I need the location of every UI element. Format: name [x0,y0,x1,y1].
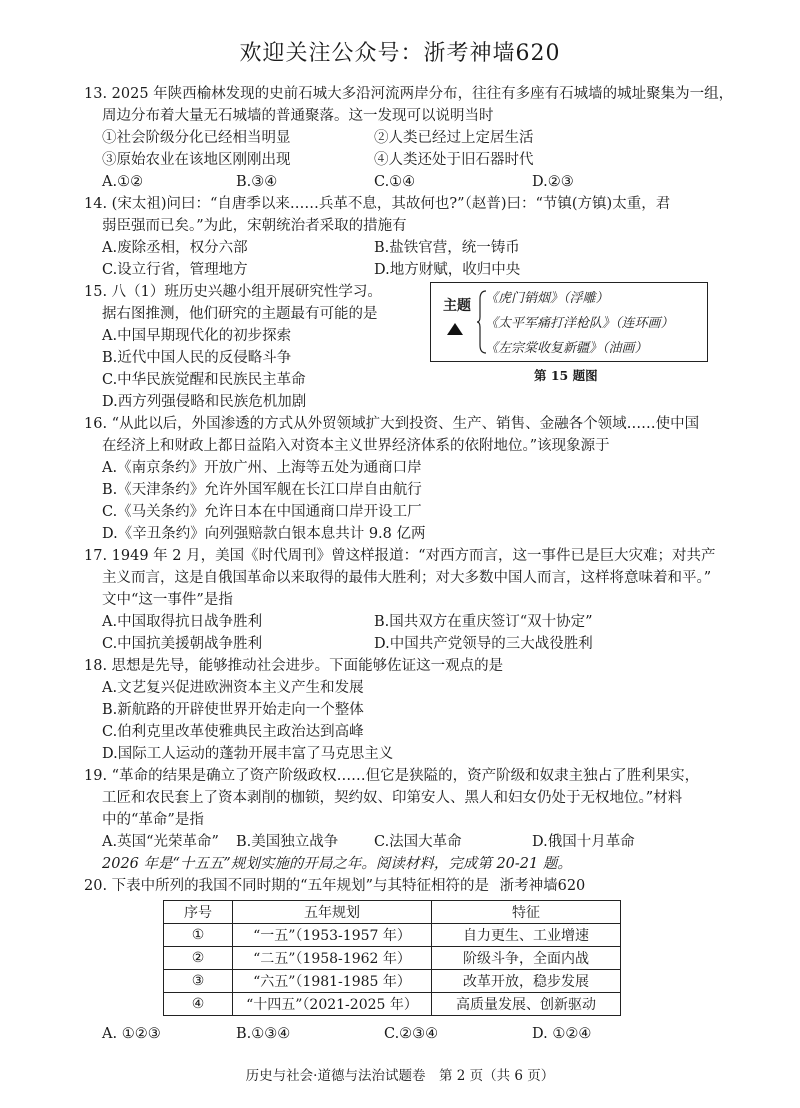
q14-choice-a: A.废除丞相，权分六部 [102,240,248,256]
q15-figure-caption: 第 15 题图 [534,368,598,383]
table-cell: 自力更生、工业增速 [432,924,621,947]
q16-choice-b: B.《天津条约》允许外国军舰在长江口岸自由航行 [102,482,422,498]
table-cell: ④ [164,993,233,1016]
q13-stem-line-2: 周边分布着大量无石城墙的普通聚落。这一发现可以说明当时 [102,108,494,124]
q13-choice-d: D.②③ [532,174,574,190]
q15-choice-b: B.近代中国人民的反侵略斗争 [102,350,292,366]
table-cell: ① [164,924,233,947]
table-cell: 高质量发展、创新驱动 [432,993,621,1016]
q15-figure-item-1: 《虎门销烟》（浮雕） [485,291,609,306]
q15-choice-c: C.中华民族觉醒和民族民主革命 [102,372,306,388]
q15-stem-line-1: 15. 八（1）班历史兴趣小组开展研究性学习。 [84,284,382,300]
q19-choice-a: A.英国“光荣革命” [102,834,219,850]
q13-choice-b: B.③④ [236,174,278,190]
q17-choice-d: D.中国共产党领导的三大战役胜利 [374,636,593,652]
q13-choice-a: A.①② [102,174,144,190]
table-header-cell: 五年规划 [233,901,432,924]
page-header: 欢迎关注公众号：浙考神墙620 [239,41,561,66]
q20-choice-d: D. ①②④ [532,1026,592,1042]
q19-choice-b: B.美国独立战争 [236,834,339,850]
table-cell: ③ [164,970,233,993]
q18-stem-line-1: 18. 思想是先导，能够推动社会进步。下面能够佐证这一观点的是 [84,658,504,674]
q14-stem-line-2: 弱臣强而已矣。”为此，宋朝统治者采取的措施有 [102,218,407,234]
q14-stem-line-1: 14. (宋太祖)问曰：“自唐季以来……兵革不息，其故何也?”（赵普)曰：“节镇(方镇)太重，君 [84,196,671,212]
q20-table [163,900,621,1016]
table-cell: “一五”（1953-1957 年） [233,924,432,947]
q19-stem-line-3: 中的“革命”是指 [102,812,204,828]
q20-stem-text: 20. 下表中所列的我国不同时期的“五年规划”与其特征相符的是 [84,878,489,894]
q16-choice-c: C.《马关条约》允许日本在中国通商口岸开设工厂 [102,504,422,520]
q20-stem-line-1 [84,876,585,896]
q13-choice-c: C.①④ [374,174,416,190]
q17-stem-line-2: 主义而言，这是自俄国革命以来取得的最伟大胜利；对大多数中国人而言，这样将意味着和平。” [102,570,712,586]
q16-stem-line-2: 在经济上和财政上都日益陷入对资本主义世界经济体系的依附地位。”该现象源于 [102,438,610,454]
q15-stem-line-2: 据右图推测，他们研究的主题最有可能的是 [102,306,378,322]
q19-stem-line-2: 工匠和农民套上了资本剥削的枷锁，契约奴、印第安人、黑人和妇女仍处于无权地位。”材料 [102,790,683,806]
q14-choice-c: C.设立行省，管理地方 [102,262,248,278]
page-footer: 历史与社会·道德与法治试题卷 第 2 页（共 6 页） [245,1068,555,1084]
q19-choice-c: C.法国大革命 [374,834,462,850]
q18-choice-c: C.伯利克里改革使雅典民主政治达到高峰 [102,724,364,740]
q16-stem-line-1: 16. “从此以后，外国渗透的方式从外贸领域扩大到投资、生产、销售、金融各个领域……使中国 [84,416,700,432]
q16-choice-a: A.《南京条约》开放广州、上海等五处为通商口岸 [102,460,422,476]
table-row [164,947,621,970]
q17-stem-line-1: 17. 1949 年 2 月，美国《时代周刊》曾这样报道：“对西方而言，这一事件已是巨大灾难；对共产 [84,548,716,564]
table-cell: ② [164,947,233,970]
q13-option-3: ③原始农业在该地区刚刚出现 [102,152,291,168]
q13-stem-line-1: 13. 2025 年陕西榆林发现的史前石城大多沿河流两岸分布，往往有多座有石城墙的城址聚集为一组， [84,86,734,102]
triangle-icon [447,323,463,335]
table-header-row [164,901,621,924]
table-cell: “十四五”（2021-2025 年） [233,993,432,1016]
q13-option-2: ②人类已经过上定居生活 [374,130,534,146]
q15-choice-a: A.中国早期现代化的初步探索 [102,328,292,344]
q14-choice-d: D.地方财赋，收归中央 [374,262,521,278]
q19-stem-line-1: 19. “革命的结果是确立了资产阶级政权……但它是狭隘的，资产阶级和奴隶主独占了胜利果实， [84,768,700,784]
q17-choice-b: B.国共双方在重庆签订“双十协定” [374,614,593,630]
q20-choice-a: A. ①②③ [102,1026,161,1042]
q13-option-1: ①社会阶级分化已经相当明显 [102,130,291,146]
q14-choice-b: B.盐铁官营，统一铸币 [374,240,520,256]
q16-choice-d: D.《辛丑条约》向列强赔款白银本息共计 9.8 亿两 [102,526,426,542]
table-row [164,924,621,947]
table-header-cell: 序号 [164,901,233,924]
q15-figure-item-2: 《太平军痛打洋枪队》（连环画） [485,316,674,331]
table-cell: 改革开放，稳步发展 [432,970,621,993]
q15-figure-title: 主题 [443,298,471,314]
q19-choice-d: D.俄国十月革命 [532,834,635,850]
q20-choice-c: C.②③④ [384,1026,439,1042]
q17-choice-c: C.中国抗美援朝战争胜利 [102,636,263,652]
q18-choice-a: A.文艺复兴促进欧洲资本主义产生和发展 [102,680,364,696]
q15-figure [430,282,708,362]
q13-option-4: ④人类还处于旧石器时代 [374,152,534,168]
q17-choice-a: A.中国取得抗日战争胜利 [102,614,263,630]
q20-watermark: 浙考神墙620 [499,878,586,894]
q20-choice-b: B.①③④ [236,1026,291,1042]
table-header-cell: 特征 [432,901,621,924]
q15-figure-item-3: 《左宗棠收复新疆》（油画） [485,341,648,356]
q15-choice-d: D.西方列强侵略和民族危机加剧 [102,394,307,410]
table-row [164,970,621,993]
q17-stem-line-3: 文中“这一事件”是指 [102,592,233,608]
table-cell: “六五”（1981-1985 年） [233,970,432,993]
q18-choice-d: D.国际工人运动的蓬勃开展丰富了马克思主义 [102,746,394,762]
q18-choice-b: B.新航路的开辟使世界开始走向一个整体 [102,702,364,718]
table-cell: 阶级斗争，全面内战 [432,947,621,970]
table-cell: “二五”（1958-1962 年） [233,947,432,970]
table-row [164,993,621,1016]
intro-20-21: 2026 年是“十五五”规划实施的开局之年。阅读材料，完成第 20-21 题。 [102,856,572,872]
